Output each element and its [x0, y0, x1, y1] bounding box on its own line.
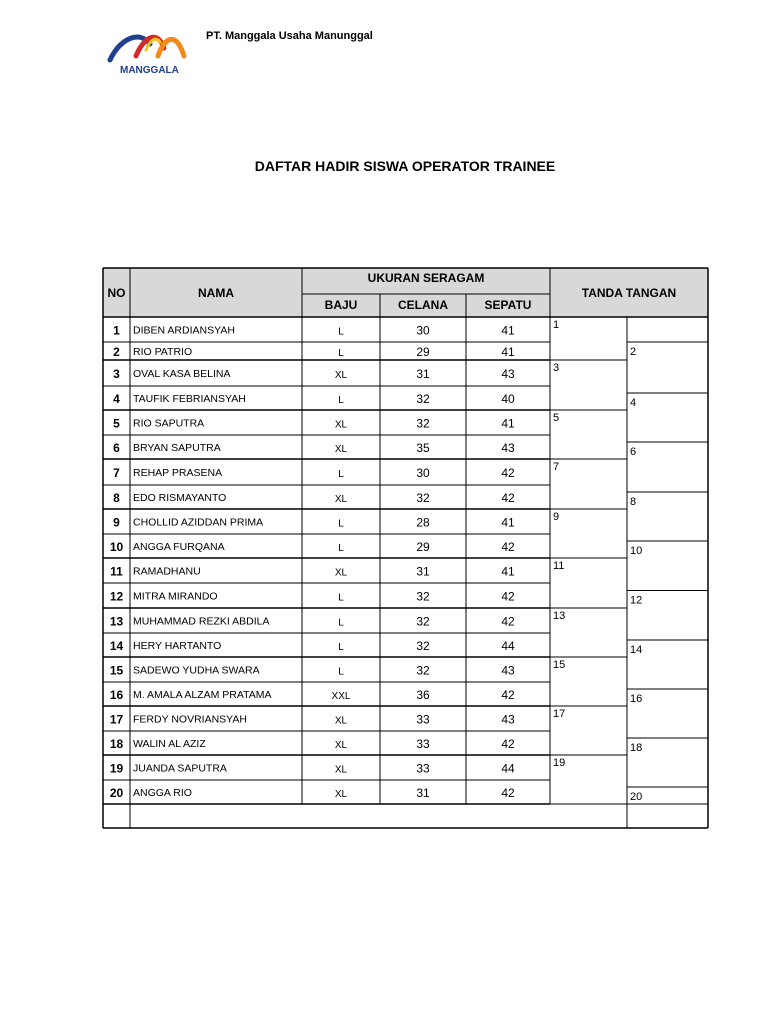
row-no: 9 — [113, 515, 120, 530]
row-nama: BRYAN SAPUTRA — [133, 442, 221, 454]
row-nama: RIO PATRIO — [133, 346, 193, 358]
row-celana: 29 — [416, 540, 430, 554]
row-baju: L — [338, 642, 344, 653]
row-celana: 29 — [416, 345, 430, 359]
row-no: 15 — [109, 663, 124, 678]
row-no: 13 — [109, 614, 124, 629]
row-celana: 33 — [416, 712, 430, 727]
row-nama: MITRA MIRANDO — [133, 590, 218, 603]
row-baju: L — [338, 326, 344, 338]
row-no: 14 — [109, 639, 124, 653]
row-sepatu: 42 — [501, 614, 515, 629]
row-baju: L — [338, 518, 344, 530]
signature-number-right: 2 — [630, 346, 637, 358]
header-ukuran-seragam: UKURAN SERAGAM — [367, 271, 485, 285]
row-no: 12 — [109, 589, 124, 604]
row-no: 19 — [109, 761, 124, 776]
header-tanda-tangan: TANDA TANGAN — [581, 286, 677, 300]
row-celana: 32 — [416, 589, 430, 604]
row-sepatu: 42 — [501, 688, 515, 702]
row-no: 7 — [113, 466, 120, 480]
row-nama: RIO SAPUTRA — [133, 417, 205, 430]
row-baju: XL — [334, 444, 348, 455]
row-baju: L — [338, 348, 344, 359]
row-baju: XL — [334, 370, 348, 381]
row-nama: RAMADHANU — [133, 565, 201, 578]
row-nama: SADEWO YUDHA SWARA — [133, 664, 260, 677]
row-celana: 30 — [416, 323, 430, 338]
row-nama: WALIN AL AZIZ — [133, 738, 206, 750]
row-sepatu: 41 — [501, 564, 515, 579]
header-nama: NAMA — [198, 286, 234, 300]
row-celana: 32 — [416, 491, 430, 505]
row-celana: 32 — [416, 392, 430, 406]
header-baju: BAJU — [324, 298, 358, 312]
logo-wordmark: MANGGALA — [120, 65, 179, 76]
signature-number-right: 10 — [630, 545, 643, 557]
row-baju: XL — [334, 419, 348, 431]
row-no: 5 — [113, 416, 120, 431]
row-baju: L — [338, 666, 344, 678]
row-no: 11 — [110, 564, 123, 579]
row-no: 1 — [113, 323, 120, 338]
signature-number-left: 13 — [553, 610, 566, 622]
row-celana: 36 — [416, 688, 430, 702]
signature-number-left: 7 — [553, 461, 560, 473]
row-sepatu: 42 — [501, 540, 515, 554]
row-sepatu: 43 — [501, 663, 515, 678]
signature-number-left: 3 — [553, 362, 560, 374]
row-no: 3 — [113, 367, 120, 381]
signature-number-right: 12 — [630, 594, 643, 607]
row-celana: 33 — [416, 761, 430, 776]
row-no: 10 — [109, 540, 124, 554]
signature-number-right: 18 — [630, 742, 643, 754]
signature-number-right: 4 — [630, 397, 637, 409]
row-sepatu: 43 — [501, 367, 515, 381]
row-no: 4 — [113, 392, 120, 406]
row-sepatu: 43 — [501, 441, 515, 455]
signature-number-left: 11 — [553, 560, 565, 572]
signature-number-right: 14 — [630, 644, 643, 656]
row-celana: 35 — [416, 441, 430, 455]
row-baju: XL — [334, 764, 348, 776]
row-baju: XL — [334, 494, 348, 505]
signature-number-left: 9 — [553, 511, 560, 523]
signature-number-left: 15 — [553, 659, 566, 671]
row-nama: TAUFIK FEBRIANSYAH — [133, 393, 246, 405]
row-sepatu: 41 — [501, 515, 515, 530]
row-nama: ANGGA RIO — [133, 787, 192, 799]
row-sepatu: 43 — [501, 712, 515, 727]
row-baju: L — [338, 617, 344, 629]
row-nama: DIBEN ARDIANSYAH — [133, 324, 235, 337]
signature-number-right: 6 — [630, 446, 637, 458]
row-celana: 31 — [416, 786, 430, 800]
row-no: 16 — [109, 688, 124, 702]
row-baju: XL — [334, 567, 348, 579]
row-sepatu: 42 — [501, 786, 515, 800]
row-nama: MUHAMMAD REZKI ABDILA — [133, 615, 270, 628]
signature-number-right: 20 — [630, 791, 643, 803]
row-nama: M. AMALA ALZAM PRATAMA — [133, 689, 272, 701]
row-celana: 31 — [416, 367, 430, 381]
row-no: 18 — [109, 737, 124, 751]
row-nama: JUANDA SAPUTRA — [133, 762, 227, 775]
signature-number-right: 16 — [630, 693, 643, 705]
company-name: PT. Manggala Usaha Manunggal — [206, 30, 373, 42]
row-baju: L — [338, 469, 344, 480]
row-baju: L — [338, 592, 344, 604]
row-celana: 32 — [416, 639, 430, 653]
row-nama: OVAL KASA BELINA — [133, 368, 231, 380]
row-celana: 33 — [416, 737, 430, 751]
row-celana: 28 — [416, 515, 430, 530]
row-nama: CHOLLID AZIDDAN PRIMA — [133, 516, 264, 529]
row-sepatu: 41 — [501, 416, 515, 431]
row-celana: 32 — [416, 614, 430, 629]
row-no: 8 — [113, 491, 120, 505]
row-nama: HERY HARTANTO — [133, 640, 222, 652]
row-sepatu: 42 — [501, 589, 515, 604]
row-no: 2 — [113, 345, 120, 359]
row-sepatu: 42 — [501, 466, 515, 480]
row-baju: XL — [334, 740, 348, 751]
row-no: 20 — [109, 786, 124, 800]
signature-number-left: 5 — [553, 412, 560, 424]
row-sepatu: 42 — [501, 737, 515, 751]
row-celana: 31 — [416, 564, 430, 579]
row-celana: 32 — [416, 663, 430, 678]
row-sepatu: 41 — [501, 323, 515, 338]
row-celana: 30 — [416, 466, 430, 480]
signature-number-left: 1 — [553, 319, 560, 331]
row-baju: XL — [334, 789, 348, 800]
row-baju: XL — [334, 715, 348, 727]
row-sepatu: 42 — [501, 491, 515, 505]
row-nama: FERDY NOVRIANSYAH — [133, 713, 247, 726]
row-nama: ANGGA FURQANA — [133, 541, 225, 553]
row-no: 17 — [109, 712, 124, 727]
row-baju: L — [338, 543, 344, 554]
header-sepatu: SEPATU — [484, 298, 532, 312]
row-nama: EDO RISMAYANTO — [133, 492, 227, 504]
row-sepatu: 44 — [501, 639, 515, 653]
signature-number-right: 8 — [630, 496, 637, 508]
row-baju: L — [338, 395, 344, 406]
row-nama: REHAP PRASENA — [133, 467, 223, 479]
header-no: NO — [107, 286, 126, 300]
document-title: DAFTAR HADIR SISWA OPERATOR TRAINEE — [254, 158, 556, 174]
header-celana: CELANA — [398, 298, 448, 312]
row-sepatu: 44 — [501, 761, 515, 776]
row-sepatu: 40 — [501, 392, 515, 406]
row-sepatu: 41 — [501, 345, 515, 359]
signature-number-left: 19 — [553, 757, 566, 769]
row-no: 6 — [113, 441, 120, 455]
row-celana: 32 — [416, 416, 430, 431]
signature-number-left: 17 — [553, 708, 566, 720]
row-baju: XXL — [331, 691, 351, 702]
